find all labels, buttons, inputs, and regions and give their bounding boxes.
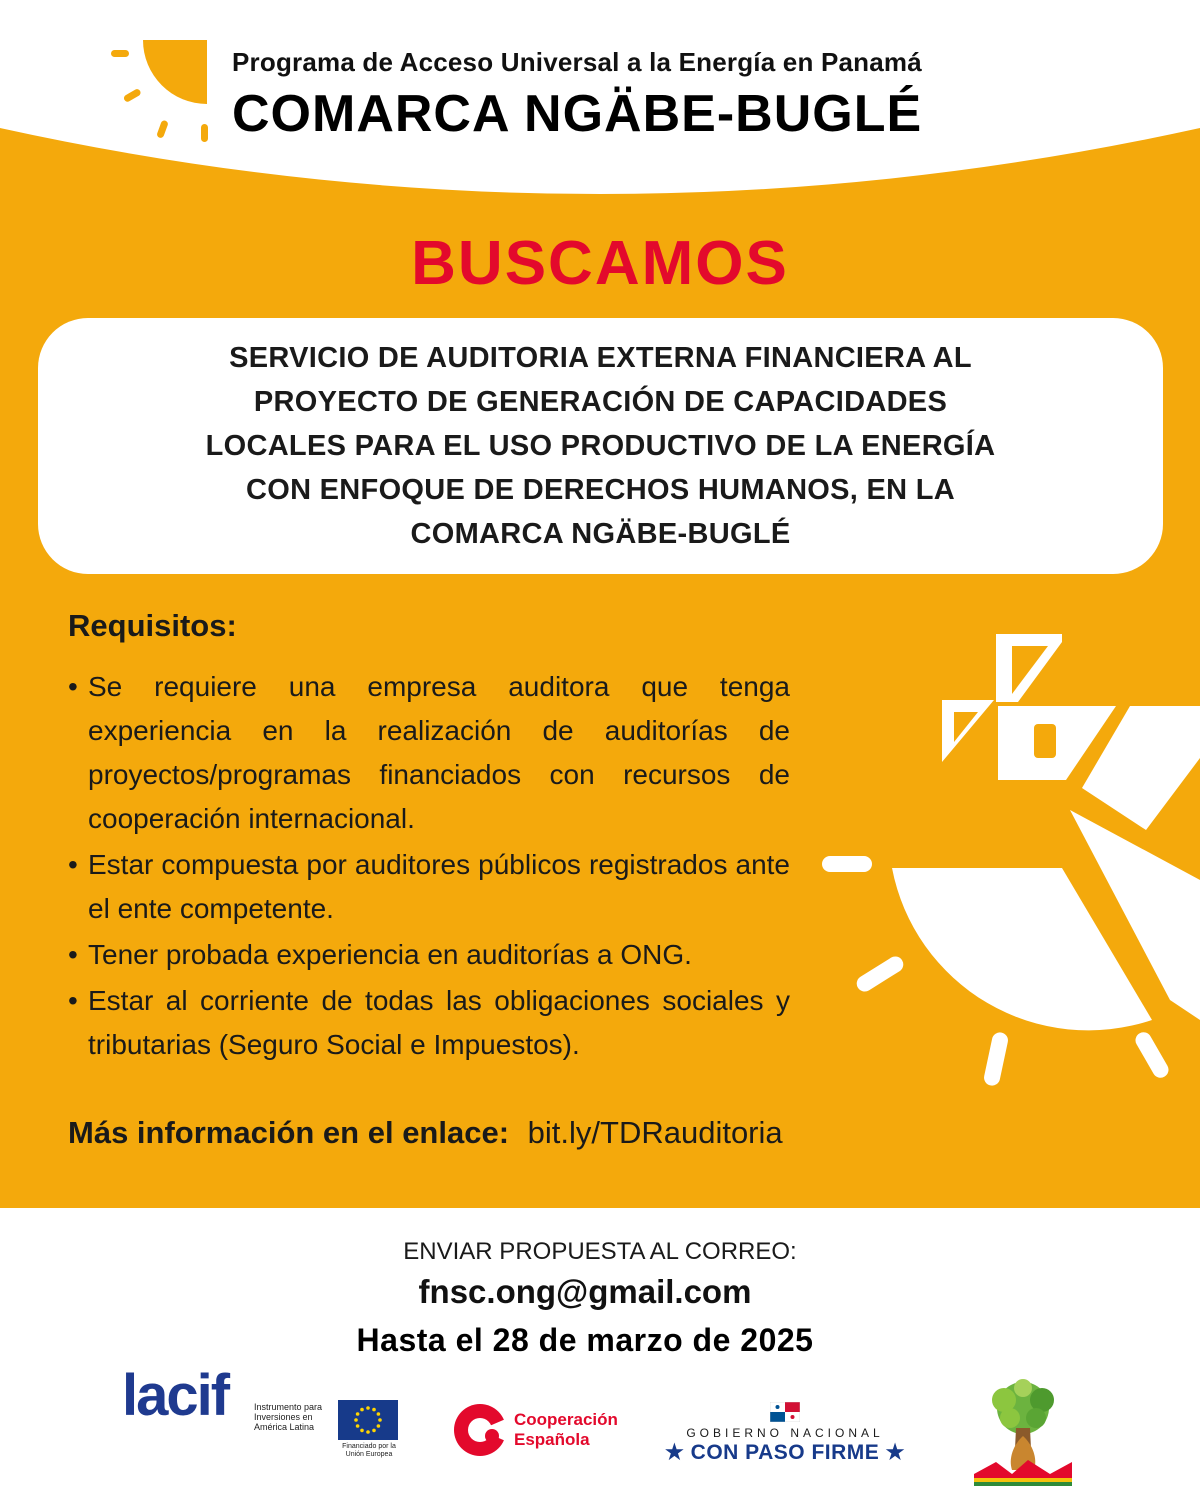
program-subtitle: Programa de Acceso Universal a la Energía en Panamá (232, 47, 922, 77)
headline: BUSCAMOS (411, 229, 789, 298)
cooperacion-espanola-logo (452, 1402, 642, 1462)
requirements-title: Requisitos: (68, 608, 237, 643)
more-info-label: Más información en el enlace: (68, 1115, 510, 1150)
service-line: SERVICIO DE AUDITORIA EXTERNA FINANCIERA AL (229, 342, 972, 374)
lacif-logo: lacif (122, 1363, 229, 1428)
contact-email[interactable]: fnsc.ong@gmail.com (418, 1273, 752, 1310)
panama-flag-icon (770, 1402, 800, 1422)
list-item (68, 933, 790, 977)
service-line: CON ENFOQUE DE DERECHOS HUMANOS, EN LA (245, 474, 956, 506)
service-description (81, 336, 1121, 556)
cooperacion-espanola-text (514, 1410, 618, 1450)
page-title: COMARCA NGÄBE-BUGLÉ (232, 85, 923, 143)
service-box (38, 318, 1163, 574)
tree-logo-icon (966, 1378, 1081, 1498)
eu-subtitle: Financiado por la Unión Europea (342, 1443, 396, 1458)
coop-line: Cooperación (514, 1410, 618, 1429)
eu-logo (338, 1400, 400, 1459)
bullet: • (68, 849, 78, 880)
deadline: Hasta el 28 de marzo de 2025 (356, 1322, 814, 1358)
service-line: COMARCA NGÄBE-BUGLÉ (410, 518, 791, 550)
more-info (68, 1115, 783, 1151)
cooperacion-espanola-icon (452, 1402, 508, 1458)
sun-logo-icon (105, 40, 225, 150)
gobierno-nacional-logo (665, 1400, 905, 1470)
list-item (68, 843, 790, 931)
requirement-text: Tener probada experiencia en auditorías a ONG. (88, 939, 692, 970)
more-info-link[interactable]: bit.ly/TDRauditoria (527, 1115, 783, 1150)
list-item (68, 979, 790, 1067)
eu-flag-icon (338, 1400, 398, 1440)
sun-house-icon (800, 620, 1200, 1090)
requirement-text: Estar compuesta por auditores públicos registrados ante el ente competente. (88, 849, 790, 924)
gobierno-nacional-text: GOBIERNO NACIONAL (686, 1426, 884, 1440)
requirement-text: Estar al corriente de todas las obligaciones sociales y tributarias (Seguro Social e Impuestos). (88, 985, 790, 1060)
bullet: • (68, 939, 78, 970)
service-line: LOCALES PARA EL USO PRODUCTIVO DE LA ENERGÍA (205, 430, 996, 462)
requirement-text: Se requiere una empresa auditora que tenga experiencia en la realización de auditorías de proyectos/programas financiados con recursos de cooperación internacional. (88, 671, 790, 834)
requirements-list (68, 665, 790, 1069)
service-line: PROYECTO DE GENERACIÓN DE CAPACIDADES (253, 386, 948, 418)
send-proposal-label: ENVIAR PROPUESTA AL CORREO: (403, 1238, 797, 1265)
con-paso-firme-text: ★ CON PASO FIRME ★ (665, 1441, 905, 1464)
lacif-subtitle: Instrumento para Inversiones en América Latina (254, 1402, 323, 1432)
bullet: • (68, 985, 78, 1016)
list-item (68, 665, 790, 841)
bullet: • (68, 671, 78, 702)
nuestra-senora-del-camino-logo (966, 1378, 1081, 1498)
coop-line: Española (514, 1430, 590, 1449)
